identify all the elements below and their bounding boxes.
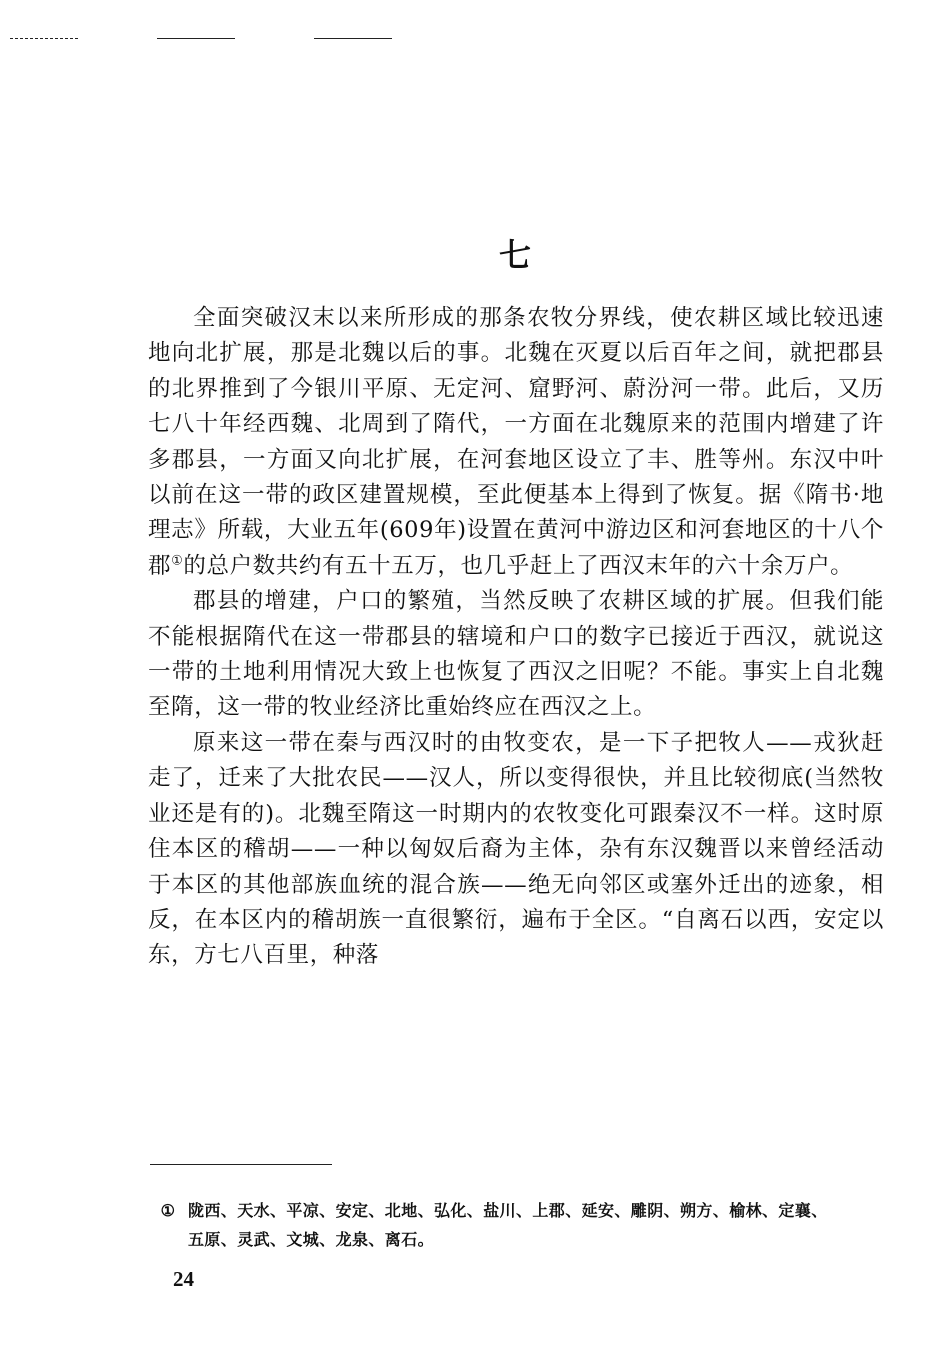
paragraph-2: 郡县的增建，户口的繁殖，当然反映了农耕区域的扩展。但我们能不能根据隋代在这一带郡县的辖境和户口的数字已接近于西汉，就说这一带的土地利用情况大致上也恢复了西汉之旧呢？不能。事实上自北魏至隋，这一带的牧业经济比重始终应在西汉之上。 [148, 588, 884, 721]
scan-artifact-line [157, 38, 235, 39]
footnote-marker: ① [160, 1201, 176, 1220]
scan-artifact-line [10, 38, 78, 39]
footnote-line-1 [148, 1196, 888, 1225]
chapter-number: 七 [498, 236, 531, 274]
footnote-reference: ① [171, 553, 184, 569]
footnote [148, 1196, 888, 1254]
footnote-separator [150, 1164, 332, 1165]
footnote-line-2: 五原、灵武、文城、龙泉、离石。 [188, 1230, 435, 1249]
paragraph-1 [148, 301, 884, 584]
page-number: 24 [173, 1267, 194, 1291]
paragraph-1-text: 全面突破汉末以来所形成的那条农牧分界线，使农耕区域比较迅速地向北扩展，那是北魏以后的事。北魏在灭夏以后百年之间，就把郡县的北界推到了今银川平原、无定河、窟野河、蔚汾河一带。此后，又历七八十年经西魏、北周到了隋代，一方面在北魏原来的范围内增建了许多郡县，一方面又向北扩展，在河套地区设立了丰、胜等州。东汉中叶以前在这一带的政区建置规模，至此便基本上得到了恢复。据《隋书·地理志》所载，大业五年(609年)设置在黄河中游边区和河套地区的十八个郡 [148, 305, 884, 579]
paragraph-1-text-continued: 的总户数共约有五十五万，也几乎赶上了西汉末年的六十余万户。 [183, 552, 854, 579]
paragraph-3: 原来这一带在秦与西汉时的由牧变农，是一下子把牧人——戎狄赶走了，迁来了大批农民——汉人，所以变得很快，并且比较彻底(当然牧业还是有的)。北魏至隋这一时期内的农牧变化可跟秦汉不一样。这时原住本区的稽胡——一种以匈奴后裔为主体，杂有东汉魏晋以来曾经活动于本区的其他部族血统的混合族——绝无向邻区或塞外迁出的迹象，相反，在本区内的稽胡族一直很繁衍，遍布于全区。“自离石以西，安定以东，方七八百里，种落 [148, 729, 884, 969]
footnote-text: 陇西、天水、平凉、安定、北地、弘化、盐川、上郡、延安、雕阴、朔方、榆林、定襄、 [188, 1201, 828, 1220]
scan-artifact-line [314, 38, 392, 39]
body-text [148, 301, 884, 974]
